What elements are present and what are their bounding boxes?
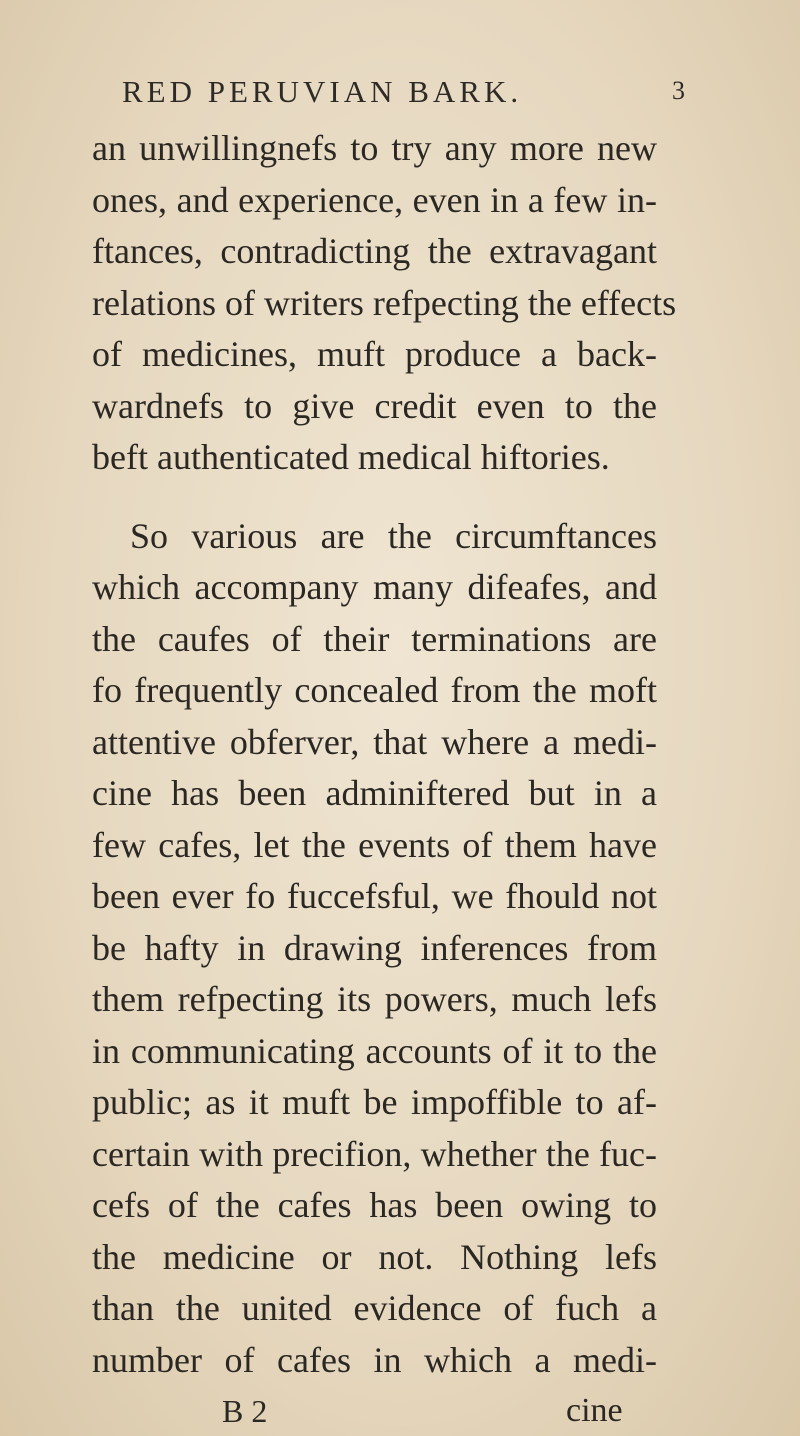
signature-mark: B 2	[222, 1393, 268, 1429]
page-number: 3	[672, 76, 685, 105]
text-line: in communicating accounts of it to the	[92, 1031, 657, 1071]
paragraph-first-line: So various are the circumftances	[130, 516, 657, 556]
text-line: fo frequently concealed from the moft	[92, 670, 657, 710]
text-line: public; as it muft be impoffible to af-	[92, 1082, 657, 1122]
text-line: been ever fo fuccefsful, we fhould not	[92, 876, 657, 916]
text-line: relations of writers refpecting the effects	[92, 283, 677, 323]
text-line: ones, and experience, even in a few in-	[92, 180, 657, 220]
text-line: which accompany many difeafes, and	[92, 567, 657, 607]
text-line: wardnefs to give credit even to the	[92, 386, 657, 426]
text-line: be hafty in drawing inferences from	[92, 928, 657, 968]
text-line: than the united evidence of fuch a	[92, 1288, 657, 1328]
running-title: RED PERUVIAN BARK.	[122, 74, 523, 109]
text-line: the medicine or not. Nothing lefs	[92, 1237, 657, 1277]
text-line: cine has been adminiftered but in a	[92, 773, 657, 813]
text-line: them refpecting its powers, much lefs	[92, 979, 657, 1019]
text-line: certain with precifion, whether the fuc-	[92, 1134, 657, 1174]
text-line: of medicines, muft produce a back-	[92, 334, 657, 374]
text-line: number of cafes in which a medi-	[92, 1340, 657, 1380]
text-line: beft authenticated medical hiftories.	[92, 437, 610, 477]
text-line: cefs of the cafes has been owing to	[92, 1185, 657, 1225]
text-line: attentive obferver, that where a medi-	[92, 722, 657, 762]
page-footer	[0, 1389, 800, 1433]
text-line: ftances, contradicting the extravagant	[92, 231, 657, 271]
text-line: an unwillingnefs to try any more new	[92, 128, 657, 168]
catchword: cine	[566, 1392, 623, 1429]
text-line: the caufes of their terminations are	[92, 619, 657, 659]
text-line: few cafes, let the events of them have	[92, 825, 657, 865]
